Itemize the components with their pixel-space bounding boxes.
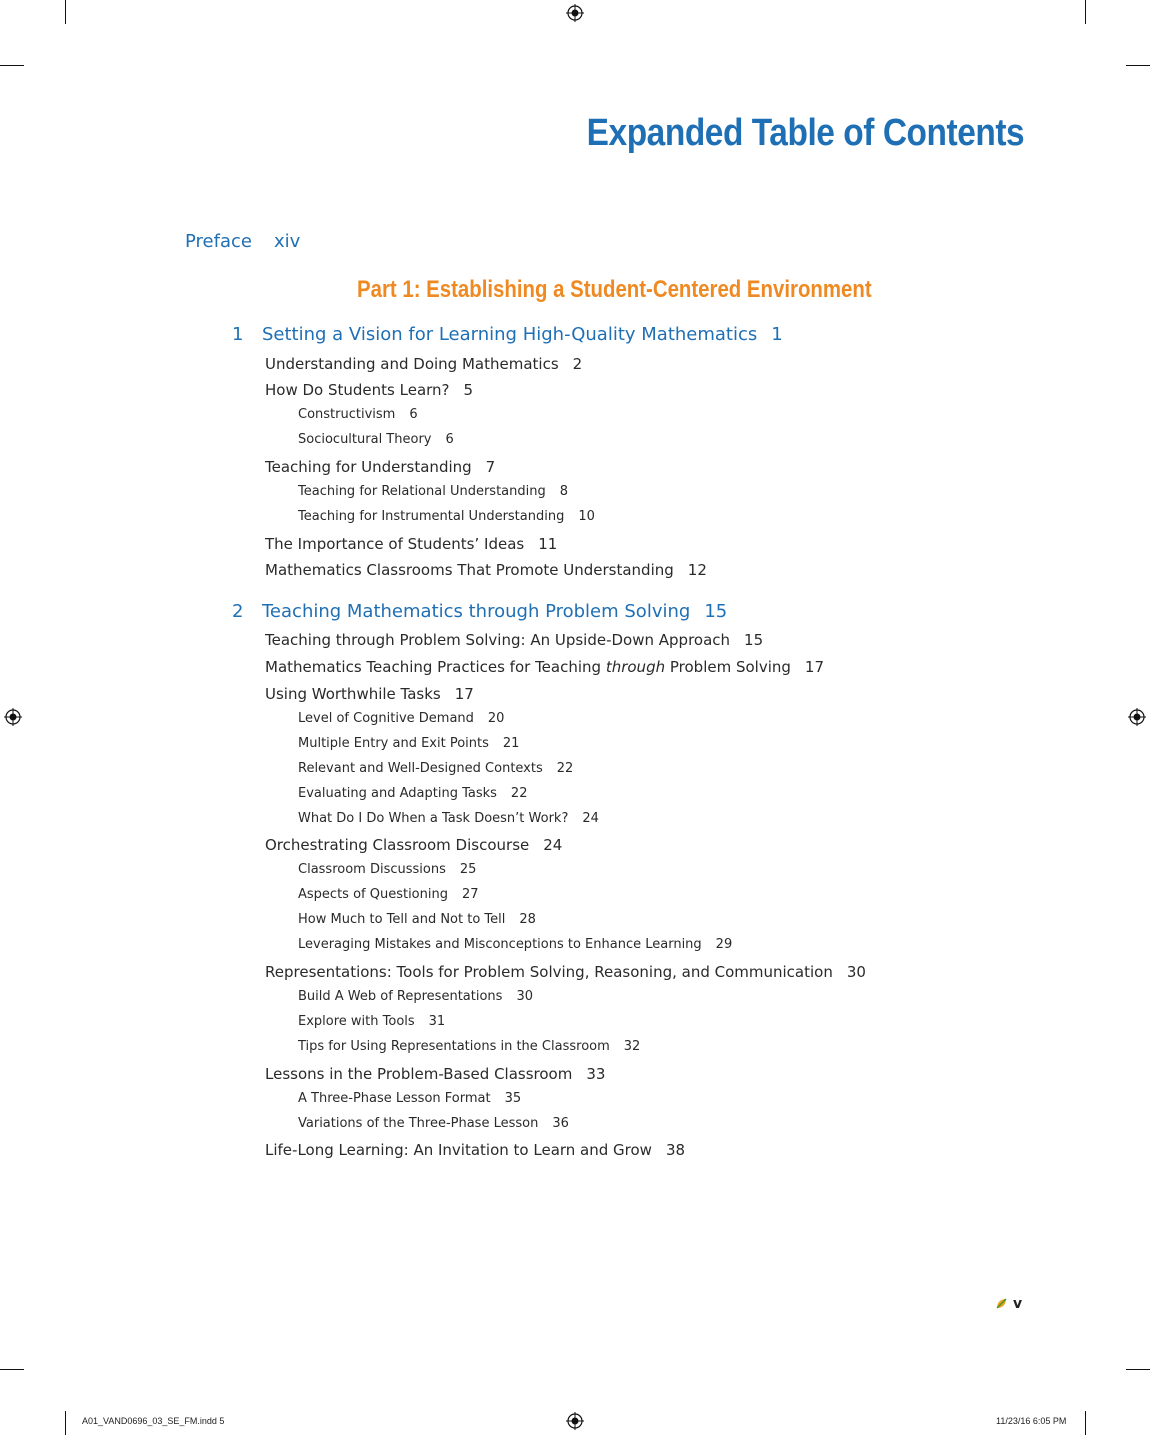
entry-title: Variations of the Three-Phase Lesson — [298, 1116, 539, 1131]
entry-title: Mathematics Teaching Practices for Teaching — [265, 658, 606, 676]
crop-mark — [1085, 1411, 1086, 1435]
toc-entry[interactable] — [265, 535, 557, 553]
chapter-title: Setting a Vision for Learning High-Quality Mathematics — [262, 324, 758, 345]
page-number: 6 — [445, 432, 454, 447]
chapter-title: Teaching Mathematics through Problem Solving — [262, 601, 691, 622]
page-number: 29 — [715, 937, 733, 952]
registration-mark-icon — [1128, 708, 1146, 726]
entry-title: Teaching through Problem Solving: An Upside-Down Approach — [265, 631, 731, 649]
page-number: 30 — [846, 963, 866, 981]
entry-title: Classroom Discussions — [298, 862, 446, 877]
chapter-heading[interactable] — [232, 601, 727, 622]
part-heading: Part 1: Establishing a Student-Centered Environment — [357, 276, 872, 303]
toc-entry[interactable] — [265, 561, 707, 579]
entry-title: Problem Solving — [665, 658, 791, 676]
toc-subentry[interactable] — [298, 761, 573, 776]
registration-mark-icon — [566, 1412, 584, 1430]
toc-subentry[interactable] — [298, 1091, 521, 1106]
crop-mark — [1085, 0, 1086, 24]
page-number: 24 — [582, 811, 599, 826]
crop-mark — [0, 65, 24, 66]
page-number: xiv — [273, 231, 301, 252]
entry-title: Constructivism — [298, 407, 396, 422]
page-number: 15 — [704, 601, 728, 622]
crop-mark — [1126, 1369, 1150, 1370]
entry-title: Build A Web of Representations — [298, 989, 503, 1004]
crop-mark — [65, 0, 66, 24]
entry-title: Mathematics Classrooms That Promote Understanding — [265, 561, 674, 579]
toc-subentry[interactable] — [298, 887, 479, 902]
chapter-number: 2 — [232, 601, 244, 622]
entry-title: Sociocultural Theory — [298, 432, 432, 447]
toc-subentry[interactable] — [298, 1039, 640, 1054]
page-number: 8 — [559, 484, 569, 499]
page-number: 36 — [552, 1116, 569, 1131]
toc-preface[interactable] — [185, 231, 300, 252]
page-number: 6 — [409, 407, 418, 422]
crop-mark — [65, 1411, 66, 1435]
entry-title: Life-Long Learning: An Invitation to Learn and Grow — [265, 1141, 652, 1159]
entry-title: Tips for Using Representations in the Classroom — [298, 1039, 610, 1054]
toc-subentry[interactable] — [298, 937, 732, 952]
toc-subentry[interactable] — [298, 1014, 445, 1029]
slug-filename: A01_VAND0696_03_SE_FM.indd 5 — [82, 1416, 225, 1426]
page-number: 10 — [578, 509, 595, 524]
entry-title: Aspects of Questioning — [298, 887, 448, 902]
entry-title: Using Worthwhile Tasks — [265, 685, 441, 703]
toc-subentry[interactable] — [298, 862, 476, 877]
entry-title: Multiple Entry and Exit Points — [298, 736, 489, 751]
entry-title: Teaching for Understanding — [265, 458, 472, 476]
page-folio — [996, 1296, 1022, 1312]
toc-subentry[interactable] — [298, 912, 536, 927]
page-number: 21 — [502, 736, 520, 751]
page-number: 28 — [519, 912, 536, 927]
entry-title: Explore with Tools — [298, 1014, 415, 1029]
entry-title: Teaching for Instrumental Understanding — [298, 509, 565, 524]
entry-title: What Do I Do When a Task Doesn’t Work? — [298, 811, 569, 826]
preface-label: Preface — [185, 231, 252, 252]
crop-mark — [1126, 65, 1150, 66]
page-number: 31 — [428, 1014, 446, 1029]
entry-title: Representations: Tools for Problem Solving, Reasoning, and Communication — [265, 963, 833, 981]
page-number: 5 — [463, 381, 474, 399]
page-number: 33 — [586, 1065, 606, 1083]
chapter-number: 1 — [232, 324, 244, 345]
toc-subentry[interactable] — [298, 711, 504, 726]
toc-subentry[interactable] — [298, 509, 595, 524]
toc-entry[interactable] — [265, 1141, 685, 1159]
toc-subentry[interactable] — [298, 407, 418, 422]
toc-subentry[interactable] — [298, 811, 599, 826]
entry-title: How Do Students Learn? — [265, 381, 450, 399]
entry-title: A Three-Phase Lesson Format — [298, 1091, 491, 1106]
toc-subentry[interactable] — [298, 432, 454, 447]
toc-entry[interactable] — [265, 458, 495, 476]
page-number: 22 — [510, 786, 528, 801]
slug-timestamp: 11/23/16 6:05 PM — [996, 1416, 1067, 1426]
page-number: 7 — [485, 458, 496, 476]
page-number: 27 — [461, 887, 479, 902]
entry-title: Lessons in the Problem-Based Classroom — [265, 1065, 573, 1083]
entry-title: Teaching for Relational Understanding — [298, 484, 546, 499]
leaf-icon — [996, 1298, 1007, 1309]
page-number: 30 — [516, 989, 533, 1004]
registration-mark-icon — [566, 4, 584, 22]
entry-title: Orchestrating Classroom Discourse — [265, 836, 530, 854]
page-title: Expanded Table of Contents — [586, 112, 1024, 154]
page-number: 1 — [771, 324, 783, 345]
entry-title-italic: through — [605, 658, 666, 676]
page-number: 35 — [504, 1091, 522, 1106]
page-number: 15 — [744, 631, 764, 649]
toc-entry[interactable] — [265, 355, 582, 373]
page-number: 38 — [665, 1141, 686, 1159]
entry-title: Level of Cognitive Demand — [298, 711, 474, 726]
page-number: 24 — [543, 836, 563, 854]
page-number: 17 — [804, 658, 825, 676]
toc-entry[interactable] — [265, 381, 473, 399]
page-number: 20 — [487, 711, 505, 726]
toc-subentry[interactable] — [298, 989, 533, 1004]
toc-subentry[interactable] — [298, 786, 527, 801]
entry-title: Understanding and Doing Mathematics — [265, 355, 559, 373]
toc-entry[interactable] — [265, 658, 824, 676]
toc-entry[interactable] — [265, 631, 763, 649]
toc-subentry[interactable] — [298, 484, 568, 499]
toc-entry[interactable] — [265, 836, 562, 854]
toc-entry[interactable] — [265, 685, 474, 703]
page-number: 12 — [687, 561, 707, 579]
entry-title: Leveraging Mistakes and Misconceptions to Enhance Learning — [298, 937, 702, 952]
folio-number: v — [1013, 1296, 1023, 1312]
page-number: 22 — [556, 761, 574, 776]
toc-subentry[interactable] — [298, 1116, 569, 1131]
toc-entry[interactable] — [265, 1065, 605, 1083]
page-number: 2 — [572, 355, 583, 373]
entry-title: Evaluating and Adapting Tasks — [298, 786, 497, 801]
page-number: 17 — [454, 685, 474, 703]
chapter-heading[interactable] — [232, 324, 783, 345]
entry-title: How Much to Tell and Not to Tell — [298, 912, 506, 927]
page-number: 32 — [623, 1039, 641, 1054]
page-number: 25 — [459, 862, 477, 877]
toc-entry[interactable] — [265, 963, 866, 981]
toc-subentry[interactable] — [298, 736, 519, 751]
entry-title: The Importance of Students’ Ideas — [265, 535, 525, 553]
crop-mark — [0, 1369, 24, 1370]
page-number: 11 — [538, 535, 558, 553]
registration-mark-icon — [4, 708, 22, 726]
entry-title: Relevant and Well-Designed Contexts — [298, 761, 543, 776]
